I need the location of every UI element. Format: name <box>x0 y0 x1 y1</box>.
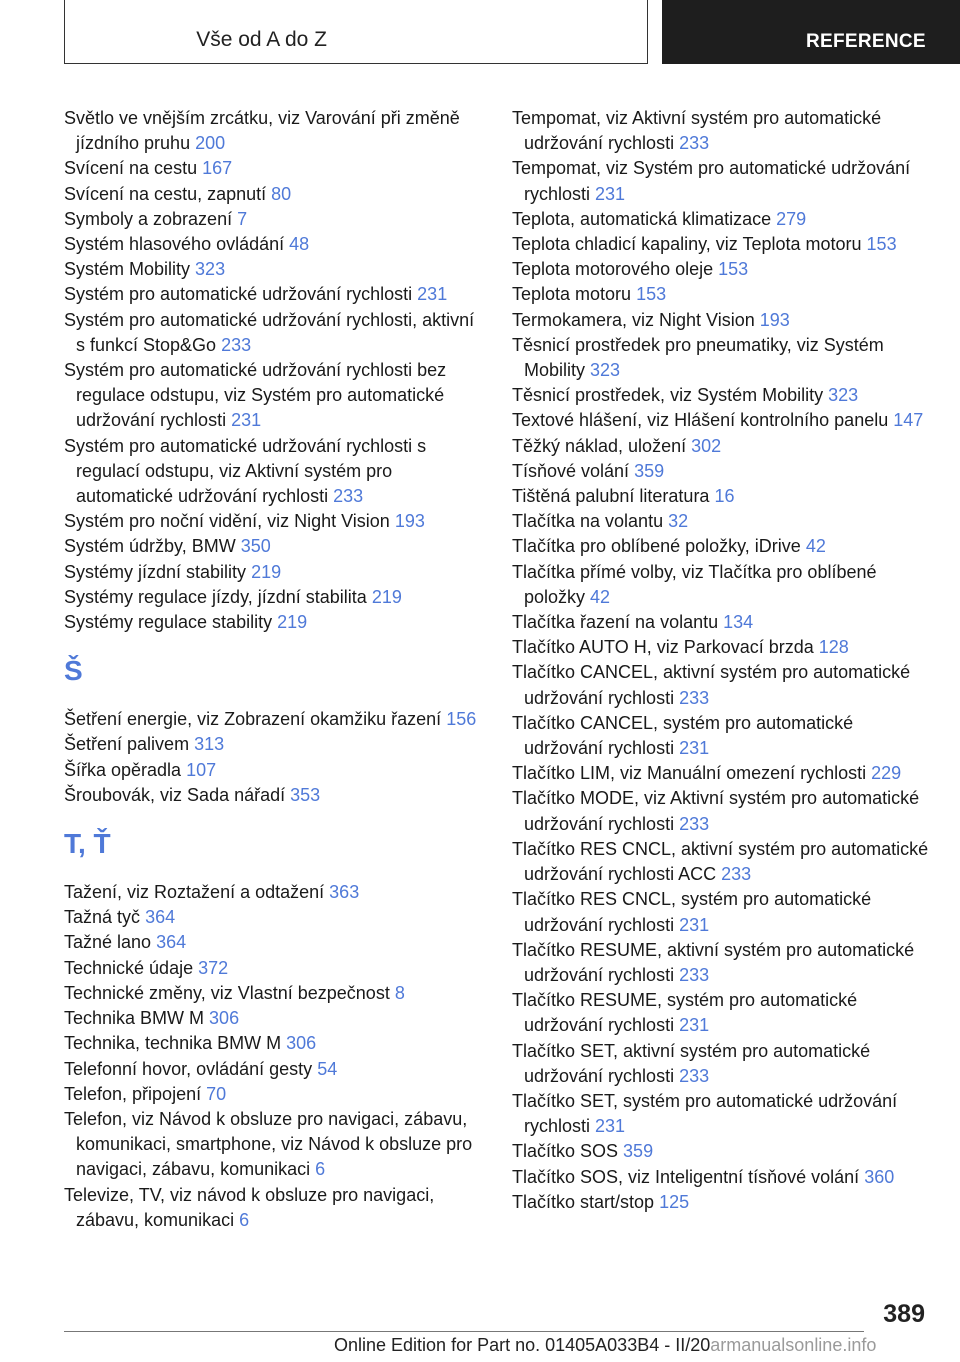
page-reference-link[interactable]: 233 <box>679 687 710 708</box>
index-entry-term: Šířka opěradla <box>64 759 182 780</box>
page-reference-link[interactable]: 279 <box>776 208 807 229</box>
index-entry <box>512 988 932 1038</box>
index-entry <box>512 534 932 559</box>
index-entry <box>512 786 932 836</box>
index-entry-term: Svícení na cestu, zapnutí <box>64 183 267 204</box>
index-entry-term: Systémy regulace stability <box>64 612 273 633</box>
index-entry-term: Symboly a zobrazení <box>64 208 233 229</box>
page-reference-link[interactable]: 233 <box>679 133 710 154</box>
page-reference-link[interactable]: 125 <box>659 1191 690 1212</box>
page-reference-link[interactable]: 231 <box>679 914 710 935</box>
index-entry <box>512 308 932 333</box>
index-entry-term: Systém pro noční vidění, viz Night Vision <box>64 511 390 532</box>
page-reference-link[interactable]: 233 <box>221 334 252 355</box>
index-entry <box>64 905 484 930</box>
page-reference-link[interactable]: 48 <box>289 234 310 255</box>
index-entry-term: Systémy jízdní stability <box>64 561 247 582</box>
index-entry <box>64 358 484 434</box>
page-reference-link[interactable]: 167 <box>202 158 233 179</box>
index-entry <box>64 880 484 905</box>
index-entry <box>512 610 932 635</box>
index-entry <box>512 1190 932 1215</box>
index-entry <box>64 783 484 808</box>
page-reference-link[interactable]: 200 <box>195 133 226 154</box>
index-entry <box>512 660 932 710</box>
index-entry <box>64 1057 484 1082</box>
index-entry-term: Tlačítko SOS, viz Inteligentní tísňové volání <box>512 1166 860 1187</box>
index-entry <box>512 408 932 433</box>
index-entry-term: Tlačítko RESUME, aktivní systém pro automatické udržování rychlosti <box>512 939 915 985</box>
index-entry-term: Tlačítko MODE, viz Aktivní systém pro automatické udržování rychlosti <box>512 788 920 834</box>
page-reference-link[interactable]: 6 <box>315 1159 326 1180</box>
index-entry-term: Tlačítko SET, aktivní systém pro automatické udržování rychlosti <box>512 1040 871 1086</box>
page-reference-link[interactable]: 16 <box>714 486 735 507</box>
page-reference-link[interactable]: 233 <box>721 864 752 885</box>
index-entry-term: Tempomat, viz Systém pro automatické udržování rychlosti <box>512 158 911 204</box>
page-reference-link[interactable]: 107 <box>186 759 217 780</box>
page-reference-link[interactable]: 231 <box>679 738 710 759</box>
index-entry-term: Teplota, automatická klimatizace <box>512 208 772 229</box>
index-entry <box>64 257 484 282</box>
index-column-right <box>512 106 932 1215</box>
page-reference-link[interactable]: 70 <box>206 1083 227 1104</box>
index-entry-term: Světlo ve vnějším zrcátku, viz Varování při změně jízdního pruhu <box>64 108 460 154</box>
index-entry <box>512 257 932 282</box>
index-entry <box>64 1006 484 1031</box>
index-entry <box>512 434 932 459</box>
index-entry-term: Tlačítko LIM, viz Manuální omezení rychlosti <box>512 763 867 784</box>
index-entry-term: Systémy regulace jízdy, jízdní stabilita <box>64 586 367 607</box>
page-reference-link[interactable]: 313 <box>194 734 225 755</box>
index-entry <box>512 106 932 156</box>
index-entry-term: Tlačítko SET, systém pro automatické udržování rychlosti <box>512 1090 898 1137</box>
page-reference-link[interactable]: 153 <box>866 234 897 255</box>
index-entry-term: Systém hlasového ovládání <box>64 234 285 255</box>
index-entry <box>512 837 932 887</box>
index-entry-term: Tažení, viz Roztažení a odtažení <box>64 882 325 903</box>
page-reference-link[interactable]: 229 <box>871 763 902 784</box>
index-entry-term: Tlačítko RESUME, systém pro automatické udržování rychlosti <box>512 990 858 1036</box>
page-reference-link[interactable]: 306 <box>209 1008 240 1029</box>
page-reference-link[interactable]: 32 <box>668 511 689 532</box>
index-entry-term: Tlačítko CANCEL, systém pro automatické udržování rychlosti <box>512 712 854 759</box>
page-reference-link[interactable]: 363 <box>329 882 360 903</box>
index-entry-term: Tlačítko start/stop <box>512 1191 655 1212</box>
index-entry-term: Systém pro automatické udržování rychlosti, aktivní s funkcí Stop&Go <box>64 309 475 355</box>
index-entry-term: Šetření palivem <box>64 734 190 755</box>
index-entry <box>64 930 484 955</box>
index-entry <box>64 758 484 783</box>
page-reference-link[interactable]: 219 <box>251 561 282 582</box>
page-reference-link[interactable]: 8 <box>394 982 405 1003</box>
index-entry-term: Technika BMW M <box>64 1008 205 1029</box>
page-reference-link[interactable]: 231 <box>231 410 262 431</box>
index-entry <box>64 106 484 156</box>
page-reference-link[interactable]: 6 <box>239 1209 250 1230</box>
index-entry-term: Technika, technika BMW M <box>64 1033 282 1054</box>
index-entry-term: Tažné lano <box>64 932 152 953</box>
index-entry-term: Tištěná palubní literatura <box>512 486 710 507</box>
page-reference-link[interactable]: 233 <box>679 964 710 985</box>
page-reference-link[interactable]: 360 <box>864 1166 895 1187</box>
index-entry-term: Teplota motoru <box>512 284 632 305</box>
index-entry-term: Tlačítka přímé volby, viz Tlačítka pro oblíbené položky <box>512 561 877 607</box>
page-reference-link[interactable]: 231 <box>417 284 448 305</box>
index-entry <box>512 1039 932 1089</box>
index-entry <box>64 610 484 635</box>
index-entry <box>512 1139 932 1164</box>
index-entry <box>64 732 484 757</box>
index-entry-term: Tažná tyč <box>64 907 141 928</box>
index-entry-term: Systém pro automatické udržování rychlosti <box>64 284 413 305</box>
index-entry <box>512 459 932 484</box>
page-reference-link[interactable]: 231 <box>595 1116 626 1137</box>
page-reference-link[interactable]: 359 <box>623 1141 654 1162</box>
page-reference-link[interactable]: 231 <box>595 183 626 204</box>
index-entry-term: Tlačítko RES CNCL, aktivní systém pro automatické udržování rychlosti ACC <box>512 838 929 885</box>
page-reference-link[interactable]: 219 <box>277 612 308 633</box>
index-entry-term: Těžký náklad, uložení <box>512 435 687 456</box>
page-reference-link[interactable]: 306 <box>286 1033 317 1054</box>
page-reference-link[interactable]: 42 <box>805 536 826 557</box>
index-entry <box>512 711 932 761</box>
index-entry <box>512 887 932 937</box>
page-reference-link[interactable]: 153 <box>718 259 749 280</box>
index-letter-heading: T, Ť <box>64 828 111 860</box>
index-entry <box>64 509 484 534</box>
index-entry <box>512 383 932 408</box>
index-entry-term: Tísňové volání <box>512 460 630 481</box>
page-reference-link[interactable]: 364 <box>145 907 176 928</box>
footer-edition-line <box>334 1335 876 1356</box>
index-entry <box>64 434 484 510</box>
index-entry-term: Tlačítko AUTO H, viz Parkovací brzda <box>512 637 814 658</box>
page-reference-link[interactable]: 147 <box>893 410 924 431</box>
footer-edition: Online Edition for Part no. 01405A033B4 - II/20 <box>334 1335 711 1355</box>
reference-tab-label: REFERENCE <box>806 31 926 52</box>
index-entry-term: Textové hlášení, viz Hlášení kontrolního panelu <box>512 410 889 431</box>
index-entry-term: Těsnicí prostředek, viz Systém Mobility <box>512 385 824 406</box>
page-reference-link[interactable]: 42 <box>590 586 611 607</box>
index-entry <box>512 560 932 610</box>
reference-tab[interactable] <box>662 0 960 64</box>
page-reference-link[interactable]: 233 <box>679 1065 710 1086</box>
index-entry <box>64 1031 484 1056</box>
page-reference-link[interactable]: 193 <box>394 511 425 532</box>
index-entry-term: Tlačítka pro oblíbené položky, iDrive <box>512 536 801 557</box>
page-reference-link[interactable]: 323 <box>828 385 859 406</box>
index-entry-term: Teplota chladicí kapaliny, viz Teplota motoru <box>512 234 862 255</box>
index-entry-term: Tlačítko SOS <box>512 1141 619 1162</box>
index-entry-term: Tlačítko CANCEL, aktivní systém pro automatické udržování rychlosti <box>512 662 911 708</box>
page-reference-link[interactable]: 7 <box>237 208 248 229</box>
section-title: Vše od A do Z <box>196 28 327 51</box>
page-reference-link[interactable]: 323 <box>590 360 621 381</box>
index-entry <box>512 333 932 383</box>
index-entry <box>64 1183 484 1233</box>
index-entry <box>512 1165 932 1190</box>
page-reference-link[interactable]: 231 <box>679 1015 710 1036</box>
index-entry <box>512 1089 932 1139</box>
page-reference-link[interactable]: 54 <box>317 1058 338 1079</box>
page-reference-link[interactable]: 219 <box>371 586 402 607</box>
page-reference-link[interactable]: 128 <box>818 637 849 658</box>
index-entry-term: Svícení na cestu <box>64 158 198 179</box>
page-reference-link[interactable]: 302 <box>691 435 722 456</box>
index-entry <box>512 207 932 232</box>
index-entry <box>512 484 932 509</box>
page-reference-link[interactable]: 153 <box>636 284 667 305</box>
index-entry-term: Technické změny, viz Vlastní bezpečnost <box>64 982 390 1003</box>
page-reference-link[interactable]: 364 <box>156 932 187 953</box>
footer-watermark: armanualsonline.info <box>710 1335 877 1355</box>
index-entry-term: Televize, TV, viz návod k obsluze pro navigaci, zábavu, komunikaci <box>64 1184 435 1230</box>
index-entry-term: Těsnicí prostředek pro pneumatiky, viz Systém Mobility <box>512 334 884 381</box>
index-entry <box>512 761 932 786</box>
page-reference-link[interactable]: 80 <box>271 183 292 204</box>
index-entry-term: Tlačítka na volantu <box>512 511 664 532</box>
index-entry <box>512 232 932 257</box>
index-entry-term: Systém Mobility <box>64 259 191 280</box>
index-entry <box>64 707 484 732</box>
index-entry-term: Tlačítko RES CNCL, systém pro automatické udržování rychlosti <box>512 889 872 935</box>
index-entry <box>512 509 932 534</box>
index-entry <box>64 560 484 585</box>
index-entry <box>64 232 484 257</box>
page-reference-link[interactable]: 353 <box>290 784 321 805</box>
index-entry-term: Systém pro automatické udržování rychlosti bez regulace odstupu, viz Systém pro automatické udržování rychlosti <box>64 360 447 431</box>
index-entry <box>64 1082 484 1107</box>
page-reference-link[interactable]: 372 <box>198 957 229 978</box>
page-reference-link[interactable]: 193 <box>759 309 790 330</box>
index-entry <box>512 938 932 988</box>
index-letter-heading: Š <box>64 655 83 687</box>
page-reference-link[interactable]: 359 <box>634 460 665 481</box>
index-entry-term: Termokamera, viz Night Vision <box>512 309 755 330</box>
page-reference-link[interactable]: 323 <box>195 259 226 280</box>
index-entry <box>64 156 484 181</box>
header-frame <box>64 0 648 64</box>
index-entry <box>64 1107 484 1183</box>
index-entry-term: Tempomat, viz Aktivní systém pro automatické udržování rychlosti <box>512 108 882 154</box>
index-entry-term: Telefonní hovor, ovládání gesty <box>64 1058 313 1079</box>
index-entry <box>64 981 484 1006</box>
index-entry-term: Teplota motorového oleje <box>512 259 714 280</box>
footer-divider <box>64 1331 864 1332</box>
page-reference-link[interactable]: 233 <box>333 486 364 507</box>
index-entry <box>512 282 932 307</box>
index-entry-term: Tlačítka řazení na volantu <box>512 612 719 633</box>
index-entry-term: Šetření energie, viz Zobrazení okamžiku řazení <box>64 709 442 730</box>
index-entry-term: Telefon, připojení <box>64 1083 202 1104</box>
page-reference-link[interactable]: 134 <box>723 612 754 633</box>
index-entry <box>64 534 484 559</box>
page-reference-link[interactable]: 350 <box>240 536 271 557</box>
index-entry-term: Telefon, viz Návod k obsluze pro navigaci, zábavu, komunikaci, smartphone, viz Návod k obsluze pro navigaci, zábavu, komunikaci <box>64 1108 473 1180</box>
index-entry-term: Technické údaje <box>64 957 194 978</box>
index-entry-term: Systém údržby, BMW <box>64 536 236 557</box>
index-entry-term: Systém pro automatické udržování rychlosti s regulací odstupu, viz Aktivní systém pro automatické udržování rychlosti <box>64 435 427 507</box>
index-column-left <box>64 106 484 1233</box>
page-number: 389 <box>883 1300 925 1328</box>
index-entry <box>64 585 484 610</box>
index-entry <box>64 207 484 232</box>
index-entry <box>64 956 484 981</box>
index-entry <box>512 635 932 660</box>
page-reference-link[interactable]: 156 <box>446 709 477 730</box>
index-entry <box>64 308 484 358</box>
page-reference-link[interactable]: 233 <box>679 813 710 834</box>
index-entry <box>64 182 484 207</box>
index-entry-term: Šroubovák, viz Sada nářadí <box>64 784 286 805</box>
index-entry <box>512 156 932 206</box>
index-entry <box>64 282 484 307</box>
